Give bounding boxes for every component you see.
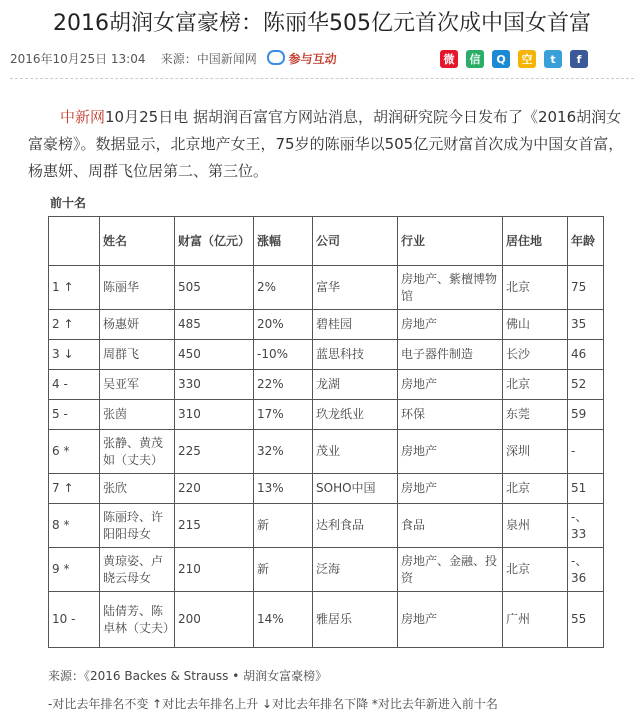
cell-rank: 8 * bbox=[49, 504, 100, 548]
cell-rank: 9 * bbox=[49, 548, 100, 592]
cell-residence: 长沙 bbox=[503, 340, 568, 370]
cell-rank: 5 - bbox=[49, 400, 100, 430]
table-row bbox=[49, 592, 604, 648]
cell-change: 14% bbox=[254, 592, 313, 648]
cell-name: 吴亚军 bbox=[100, 370, 175, 400]
lead-source-link[interactable]: 中新网 bbox=[60, 108, 106, 126]
cell-company: 达利食品 bbox=[313, 504, 398, 548]
source-label: 来源：中国新闻网 bbox=[160, 52, 257, 66]
cell-name: 陈丽华 bbox=[100, 266, 175, 310]
cell-company: 碧桂园 bbox=[313, 310, 398, 340]
table-row bbox=[49, 310, 604, 340]
source-note: 来源：《2016 Backes & Strauss • 胡润女富豪榜》 bbox=[48, 669, 328, 683]
cell-industry: 房地产 bbox=[398, 592, 503, 648]
cell-residence: 泉州 bbox=[503, 504, 568, 548]
lead-text: 10月25日电 据胡润百富官方网站消息，胡润研究院今日发布了《2016胡润女富豪榜》。数据显示，北京地产女王，75岁的陈丽华以505亿元财富首次成为中国女首富，杨惠妍、周群飞位居第二、第三位。 bbox=[28, 108, 624, 180]
cell-rank: 3 ↓ bbox=[49, 340, 100, 370]
cell-change: 20% bbox=[254, 310, 313, 340]
cell-rank: 1 ↑ bbox=[49, 266, 100, 310]
cell-age: - bbox=[568, 430, 604, 474]
cell-wealth: 450 bbox=[175, 340, 254, 370]
cell-company: 玖龙纸业 bbox=[313, 400, 398, 430]
cell-name: 黄琼姿、卢晓云母女 bbox=[100, 548, 175, 592]
cell-industry: 环保 bbox=[398, 400, 503, 430]
cell-name: 周群飞 bbox=[100, 340, 175, 370]
article-meta bbox=[10, 50, 337, 67]
cell-age: 51 bbox=[568, 474, 604, 504]
cell-rank: 10 - bbox=[49, 592, 100, 648]
header-industry: 行业 bbox=[398, 217, 503, 266]
cell-age: 75 bbox=[568, 266, 604, 310]
cell-residence: 北京 bbox=[503, 548, 568, 592]
cell-industry: 房地产、金融、投资 bbox=[398, 548, 503, 592]
legend-note: -对比去年排名不变 ↑对比去年排名上升 ↓对比去年排名下降 *对比去年新进入前十名 bbox=[48, 697, 498, 711]
cell-wealth: 310 bbox=[175, 400, 254, 430]
cell-industry: 电子器件制造 bbox=[398, 340, 503, 370]
cell-wealth: 210 bbox=[175, 548, 254, 592]
cell-age: 35 bbox=[568, 310, 604, 340]
weibo-icon[interactable]: 微 bbox=[440, 50, 458, 68]
section-heading: 前十名 bbox=[50, 196, 87, 210]
cell-age: 52 bbox=[568, 370, 604, 400]
header-rank bbox=[49, 217, 100, 266]
cell-wealth: 215 bbox=[175, 504, 254, 548]
cell-name: 张静、黄茂如（丈夫） bbox=[100, 430, 175, 474]
cell-industry: 房地产 bbox=[398, 430, 503, 474]
cell-change: 新 bbox=[254, 548, 313, 592]
tencent-weibo-icon[interactable]: t bbox=[544, 50, 562, 68]
cell-wealth: 505 bbox=[175, 266, 254, 310]
table-header-row bbox=[49, 217, 604, 266]
cell-age: 59 bbox=[568, 400, 604, 430]
share-bar bbox=[440, 50, 588, 68]
ranking-table bbox=[48, 216, 604, 648]
cell-residence: 北京 bbox=[503, 370, 568, 400]
cell-change: 新 bbox=[254, 504, 313, 548]
cell-company: 龙湖 bbox=[313, 370, 398, 400]
cell-industry: 食品 bbox=[398, 504, 503, 548]
cell-rank: 4 - bbox=[49, 370, 100, 400]
qq-icon[interactable]: Q bbox=[492, 50, 510, 68]
publish-date: 2016年10月25日 13:04 bbox=[10, 52, 146, 66]
cell-residence: 广州 bbox=[503, 592, 568, 648]
header-wealth: 财富（亿元） bbox=[175, 217, 254, 266]
qzone-icon[interactable]: 空 bbox=[518, 50, 536, 68]
cell-rank: 6 * bbox=[49, 430, 100, 474]
cell-age: -、36 bbox=[568, 548, 604, 592]
cell-industry: 房地产 bbox=[398, 370, 503, 400]
cell-change: 22% bbox=[254, 370, 313, 400]
cell-residence: 东莞 bbox=[503, 400, 568, 430]
divider bbox=[10, 78, 634, 79]
cell-wealth: 200 bbox=[175, 592, 254, 648]
table-row bbox=[49, 370, 604, 400]
header-company: 公司 bbox=[313, 217, 398, 266]
article-title: 2016胡润女富豪榜：陈丽华505亿元首次成中国女首富 bbox=[53, 11, 591, 36]
table-row bbox=[49, 504, 604, 548]
cell-wealth: 485 bbox=[175, 310, 254, 340]
cell-industry: 房地产 bbox=[398, 310, 503, 340]
cell-wealth: 225 bbox=[175, 430, 254, 474]
cell-change: -10% bbox=[254, 340, 313, 370]
cell-rank: 2 ↑ bbox=[49, 310, 100, 340]
cell-name: 陈丽玲、许阳阳母女 bbox=[100, 504, 175, 548]
cell-name: 张茵 bbox=[100, 400, 175, 430]
cell-age: -、33 bbox=[568, 504, 604, 548]
cell-age: 55 bbox=[568, 592, 604, 648]
cell-age: 46 bbox=[568, 340, 604, 370]
lead-paragraph bbox=[28, 104, 624, 185]
header-name: 姓名 bbox=[100, 217, 175, 266]
cell-company: SOHO中国 bbox=[313, 474, 398, 504]
cell-industry: 房地产、紫檀博物馆 bbox=[398, 266, 503, 310]
cell-change: 13% bbox=[254, 474, 313, 504]
table-row bbox=[49, 430, 604, 474]
cell-wealth: 220 bbox=[175, 474, 254, 504]
header-residence: 居住地 bbox=[503, 217, 568, 266]
cell-industry: 房地产 bbox=[398, 474, 503, 504]
cell-residence: 佛山 bbox=[503, 310, 568, 340]
cell-residence: 深圳 bbox=[503, 430, 568, 474]
cell-company: 泛海 bbox=[313, 548, 398, 592]
table-row bbox=[49, 340, 604, 370]
cell-rank: 7 ↑ bbox=[49, 474, 100, 504]
cell-company: 富华 bbox=[313, 266, 398, 310]
cell-company: 雅居乐 bbox=[313, 592, 398, 648]
table-row bbox=[49, 474, 604, 504]
cell-change: 17% bbox=[254, 400, 313, 430]
header-change: 涨幅 bbox=[254, 217, 313, 266]
cell-wealth: 330 bbox=[175, 370, 254, 400]
facebook-icon[interactable]: f bbox=[570, 50, 588, 68]
wechat-icon[interactable]: 信 bbox=[466, 50, 484, 68]
cell-company: 茂业 bbox=[313, 430, 398, 474]
cell-change: 2% bbox=[254, 266, 313, 310]
cell-residence: 北京 bbox=[503, 266, 568, 310]
cell-company: 蓝思科技 bbox=[313, 340, 398, 370]
header-age: 年龄 bbox=[568, 217, 604, 266]
cell-name: 张欣 bbox=[100, 474, 175, 504]
table-row bbox=[49, 548, 604, 592]
comment-link[interactable]: 参与互动 bbox=[288, 52, 337, 66]
cell-residence: 北京 bbox=[503, 474, 568, 504]
table-row bbox=[49, 400, 604, 430]
cell-name: 杨惠妍 bbox=[100, 310, 175, 340]
comment-icon[interactable] bbox=[267, 50, 285, 65]
table-row bbox=[49, 266, 604, 310]
cell-change: 32% bbox=[254, 430, 313, 474]
cell-name: 陆倩芳、陈卓林（丈夫） bbox=[100, 592, 175, 648]
